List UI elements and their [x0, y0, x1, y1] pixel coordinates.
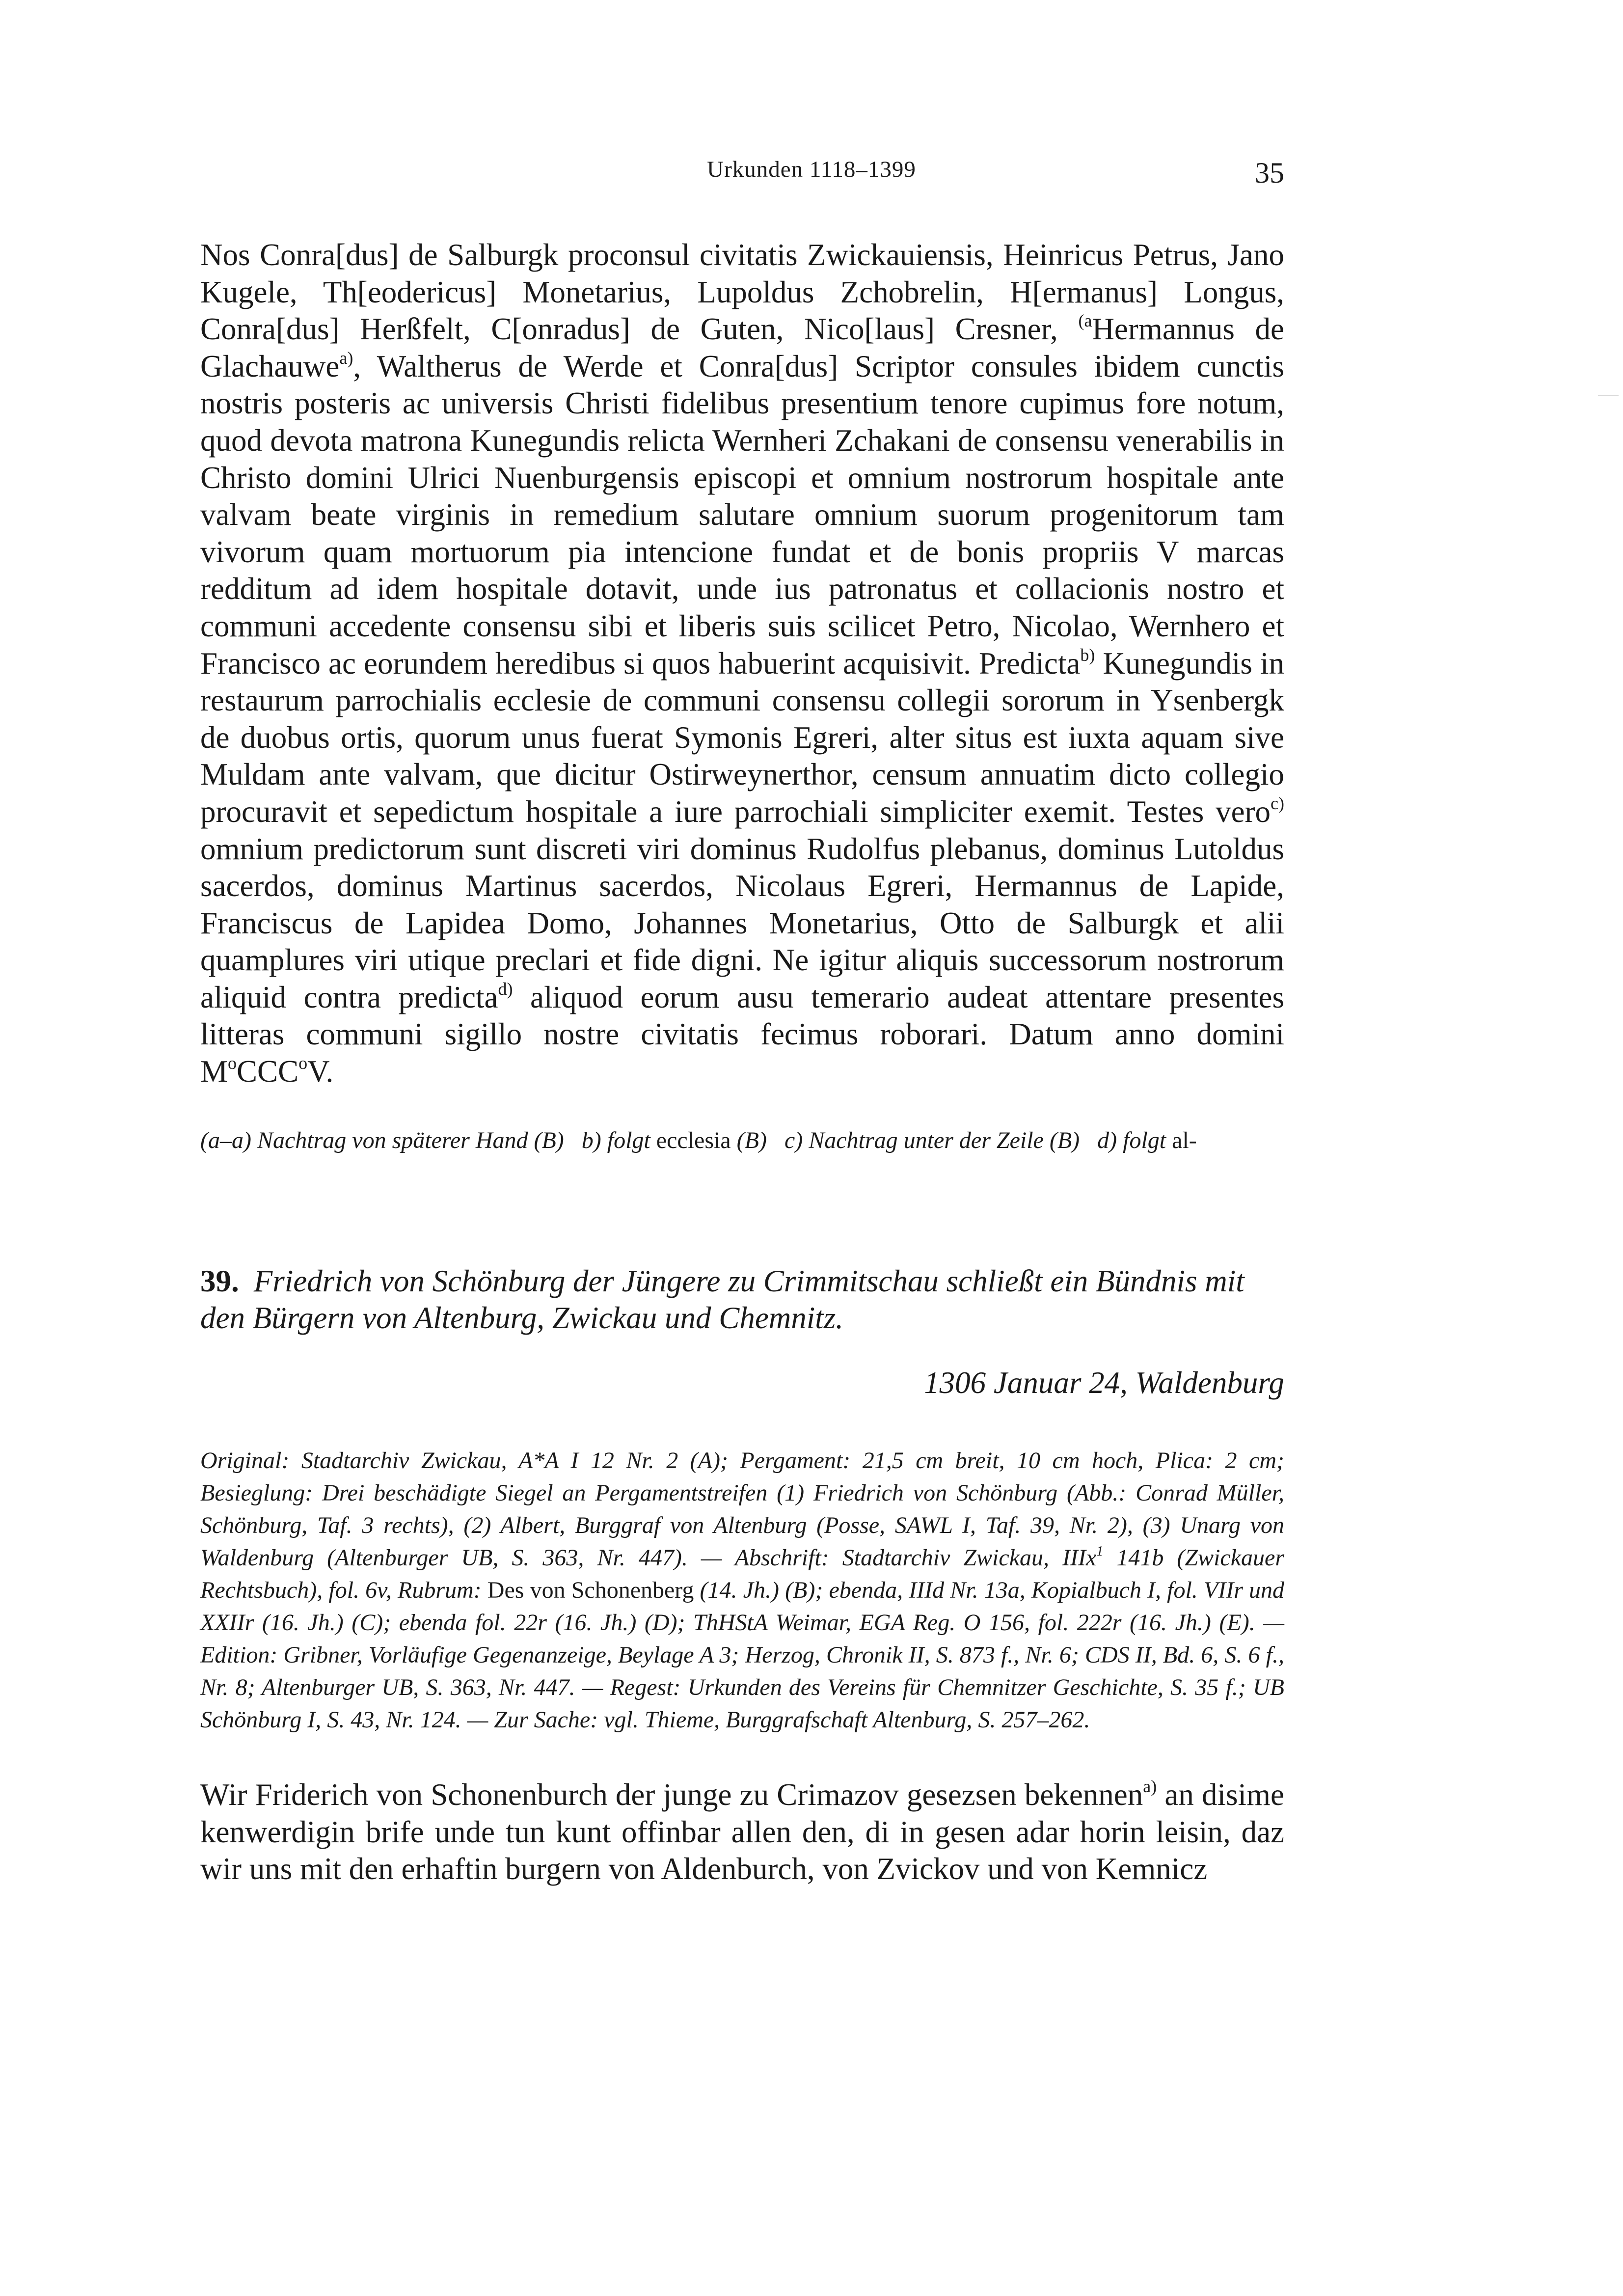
document-39-paragraph	[200, 1777, 1284, 1888]
footnote-d-word: al-	[1172, 1127, 1197, 1153]
apparatus-segment: Original: Stadtarchiv Zwickau, A*A I 12 Nr. 2 (A); Pergament: 21,5 cm breit, 10 cm hoch, Plica: 2 cm; Besieglung: Drei beschädigte Siegel an Pergamentstreifen (1) Friedrich von Schönburg (Abb.: Conrad Müller, Schönburg, Taf. 3 rechts), (2) Albert, Burggraf von Altenburg (Posse, SAWL I, Taf. 39, Nr. 2), (3) Unarg von Waldenburg (Altenburger UB, S. 363, Nr. 447). — Abschrift: Stadtarchiv Zwickau, IIIx	[200, 1448, 1284, 1571]
document-38-text	[200, 237, 1284, 1091]
text-segment: , Waltherus de Werde et Conra[dus] Scriptor consules ibidem cunctis nostris posteris ac universis Christi fidelibus presentium tenore cupimus fore notum, quod devota matrona Kunegundis relicta Wernheri Zchakani de consensu venerabilis in Christo domini Ulrici Nuenburgensis episcopi et omnium nostrorum hospitale ante valvam beate virginis in remedium salutare omnium suorum progenitorum tam vivorum quam mortuorum pia intencione fundat et de bonis propriis V marcas redditum ad idem hospitale dotavit, unde ius patronatus et collacionis nostro et communi accedente consensu sibi et liberis suis scilicet Petro, Nicolao, Wernhero et Francisco ac eorundem heredibus si quos habuerint acquisivit. Predicta	[200, 349, 1284, 681]
footnote-mark-c: c)	[1271, 793, 1284, 813]
superscript-o: o	[298, 1053, 308, 1073]
rubrum-text: Des von Schonenberg	[487, 1577, 694, 1603]
document-regest	[200, 1263, 1284, 1337]
document-39-heading	[200, 1263, 1284, 1337]
text-segment: Hermannus de Glachauwe	[200, 312, 1284, 383]
footnote-mark-a: a)	[1143, 1777, 1157, 1796]
document-39-apparatus	[200, 1445, 1284, 1736]
footnote-b-word: ecclesia	[656, 1127, 731, 1153]
text-segment: Nos Conra[dus] de Salburgk proconsul civitatis Zwickauiensis, Heinricus Petrus, Jano Kugele, Th[eodericus] Monetarius, Lupoldus Zchobrelin, H[ermanus] Longus, Conra[dus] Herßfelt, C[onradus] de Guten, Nico[laus] Cresner,	[200, 238, 1284, 347]
footnote-mark-d: d)	[498, 979, 513, 999]
footnote-mark-a-close: a)	[339, 348, 353, 368]
text-segment: V.	[307, 1054, 334, 1089]
page-number: 35	[1255, 157, 1284, 189]
superscript-o: o	[228, 1053, 237, 1073]
footnote-d-label: d) folgt	[1097, 1127, 1166, 1153]
apparatus-segment: 141b (Zwickauer Rechtsbuch), fol. 6v, Rubrum:	[200, 1545, 1285, 1603]
text-segment: aliquod eorum ausu temerario audeat attentare presentes litteras communi sigillo nostre civitatis fecimus roborari. Datum anno domini M	[200, 980, 1284, 1089]
running-title: Urkunden 1118–1399	[707, 157, 916, 182]
document-date-place: 1306 Januar 24, Waldenburg	[924, 1366, 1284, 1400]
footnote-b-source: (B)	[736, 1127, 767, 1153]
margin-mark	[1598, 395, 1619, 396]
document-39-date-row	[200, 1365, 1284, 1401]
text-segment: an disime kenwerdigin brife unde tun kunt offinbar allen den, di in gesen adar horin leisin, daz wir uns mit den erhaftin burgern von Aldenburch, von Zvickov und von Kemnicz	[200, 1777, 1285, 1886]
regest-text: Friedrich von Schönburg der Jüngere zu Crimmitschau schließt ein Bündnis mit den Bürgern von Altenburg, Zwickau und Chemnitz.	[200, 1264, 1244, 1335]
footnote-a: (a–a) Nachtrag von späterer Hand (B)	[200, 1127, 564, 1153]
text-segment: CCC	[237, 1054, 299, 1089]
footnote-mark-a-open: (a	[1078, 311, 1092, 331]
footnote-mark-b: b)	[1080, 645, 1095, 665]
apparatus-segment: (14. Jh.) (B); ebenda, IIId Nr. 13a, Kopialbuch I, fol. VIIr und XXIIr (16. Jh.) (C); ebenda fol. 22r (16. Jh.) (D); ThHStA Weimar, EGA Reg. O 156, fol. 222r (16. Jh.) (E). — Edition: Gribner, Vorläufige Gegenanzeige, Beylage A 3; Herzog, Chronik II, S. 873 f., Nr. 6; CDS II, Bd. 6, S. 6 f., Nr. 8; Altenburger UB, S. 363, Nr. 447. — Regest: Urkunden des Vereins für Chemnitzer Geschichte, S. 35 f.; UB Schönburg I, S. 43, Nr. 124. — Zur Sache: vgl. Thieme, Burggrafschaft Altenburg, S. 257–262.	[200, 1577, 1285, 1733]
text-segment: omnium predictorum sunt discreti viri dominus Rudolfus plebanus, dominus Lutoldus sacerdos, dominus Martinus sacerdos, Nicolaus Egreri, Hermannus de Lapide, Franciscus de Lapidea Domo, Johannes Monetarius, Otto de Salburgk et alii quamplures viri utique preclari et fide digni. Ne igitur aliquis successorum nostrorum aliquid contra predicta	[200, 831, 1284, 1014]
document-number: 39.	[200, 1264, 239, 1298]
superscript-1: 1	[1096, 1544, 1104, 1559]
text-segment: Wir Friderich von Schonenburch der junge zu Crimazov gesezsen bekennen	[200, 1777, 1143, 1812]
document-39-text	[200, 1777, 1284, 1888]
text-segment: Kunegundis in restaurum parrochialis ecclesie de communi consensu collegii sororum in Ysenbergk de duobus ortis, quorum unus fuerat Symonis Egreri, alter situs est iuxta aquam sive Muldam ante valvam, que dicitur Ostirweynerthor, censum annuatim dicto collegio procuravit et sepedictum hospitale a iure parrochiali simpliciter exemit. Testes vero	[200, 646, 1285, 829]
document-38-paragraph	[200, 237, 1284, 1091]
source-apparatus	[200, 1445, 1284, 1736]
footnote-c: c) Nachtrag unter der Zeile (B)	[784, 1127, 1080, 1153]
footnote-b-label: b) folgt	[581, 1127, 650, 1153]
document-38-footnotes	[200, 1124, 1284, 1157]
footnote-block	[200, 1124, 1284, 1157]
